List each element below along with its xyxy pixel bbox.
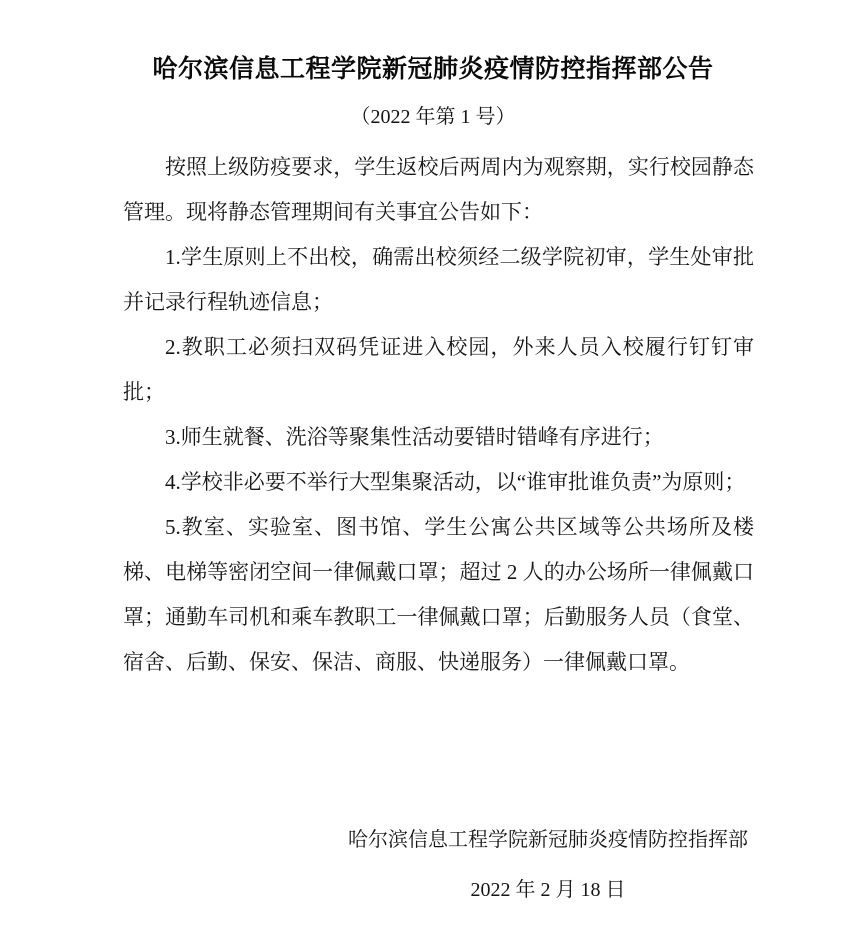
paragraph-item-2: 2.教职工必须扫双码凭证进入校园，外来人员入校履行钉钉审批； [123,335,754,404]
document-title: 哈尔滨信息工程学院新冠肺炎疫情防控指挥部公告 [152,55,714,83]
paragraph-item-1: 1.学生原则上不出校，确需出校须经二级学院初审，学生处审批并记录行程轨迹信息； [123,245,754,314]
paragraph-item-4: 4.学校非必要不举行大型集聚活动，以“谁审批谁负责”为原则； [165,470,746,494]
document-issue-number: （2022 年第 1 号） [350,106,516,128]
document-closing-block [348,826,748,904]
paragraph-item-5: 5.教室、实验室、图书馆、学生公寓公共区域等公共场所及楼梯、电梯等密闭空间一律佩戴口罩；超过 2 人的办公场所一律佩戴口罩；通勤车司机和乘车教职工一律佩戴口罩；后勤服务人员（食堂、宿舍、后勤、保安、保洁、商服、快递服务）一律佩戴口罩。 [123,515,754,674]
paragraph-intro: 按照上级防疫要求，学生返校后两周内为观察期，实行校园静态管理。现将静态管理期间有关事宜公告如下： [123,155,754,224]
signature-line: 哈尔滨信息工程学院新冠肺炎疫情防控指挥部 [348,829,748,851]
document-body [123,145,754,685]
date-line: 2022 年 2 月 18 日 [470,879,626,901]
paragraph-item-3: 3.师生就餐、洗浴等聚集性活动要错时错峰有序进行； [165,425,664,449]
